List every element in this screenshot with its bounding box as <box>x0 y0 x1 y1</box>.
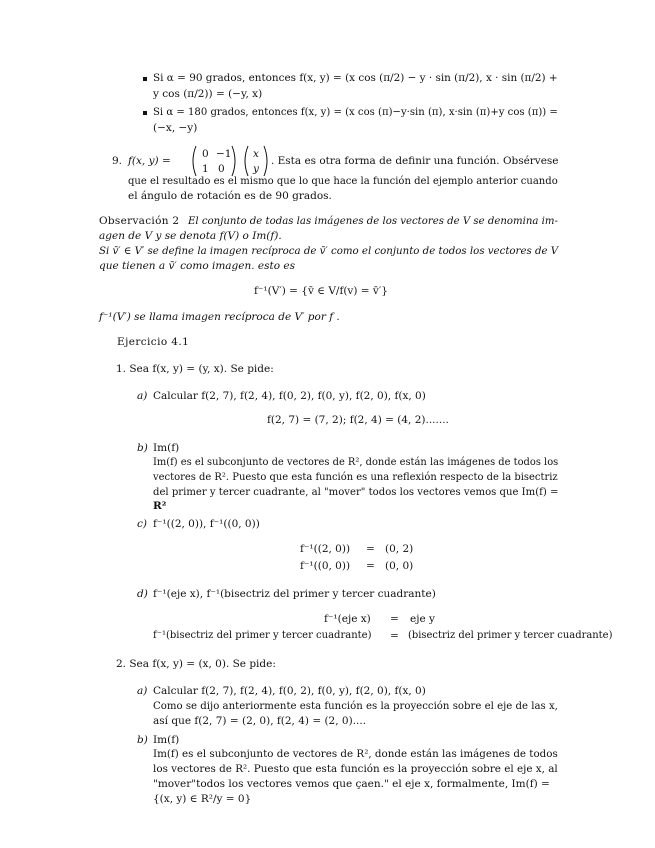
eq-sign: = <box>390 630 399 642</box>
item1b-line3: del primer y tercer cuadrante, al "mover" todos los vectores vemos que Im(f) = <box>153 486 559 498</box>
matrix-entry: 1 <box>202 163 209 175</box>
item1d-text: f⁻¹(eje x), f⁻¹(bisectriz del primer y tercer cuadrante) <box>153 588 436 600</box>
bullet-90-line1: Si α = 90 grados, entonces f(x, y) = (x cos (π/2) − y · sin (π/2), x · sin (π/2) + <box>153 72 558 84</box>
vector-entry: x <box>253 148 259 160</box>
item2a-line2: Como se dijo anteriormente esta función es la proyección sobre el eje de las x, <box>153 700 558 712</box>
item1b-line4: R² <box>153 500 167 512</box>
eq-sign: = <box>366 543 375 555</box>
exercise-item2: 2. Sea f(x, y) = (x, 0). Se pide: <box>116 658 276 670</box>
item1d-eq2-lhs: f⁻¹(bisectriz del primer y tercer cuadrante) <box>153 630 372 641</box>
subitem-label: b) <box>137 734 148 746</box>
subitem-label: d) <box>137 588 148 600</box>
eq-sign: = <box>366 560 375 572</box>
subitem-label: a) <box>137 685 148 697</box>
item1c-eq2-lhs: f⁻¹((0, 0)) <box>300 560 351 572</box>
subitem-label: a) <box>137 390 148 402</box>
exercise-item1: 1. Sea f(x, y) = (y, x). Se pide: <box>116 363 274 375</box>
item9-text1: . Esta es otra forma de definir una función. Obsérvese <box>271 155 559 167</box>
observation-closing: f⁻¹(V′) se llama imagen recíproca de V′ por f . <box>99 311 340 323</box>
item1b-line2: vectores de R². Puesto que esta función es una reflexión respecto de la bisectriz <box>153 471 558 483</box>
item1a-text: Calcular f(2, 7), f(2, 4), f(0, 2), f(0, y), f(2, 0), f(x, 0) <box>153 390 426 402</box>
rotation-matrix <box>190 145 238 177</box>
item2b-line4: {(x, y) ∈ R²/y = 0} <box>153 793 252 805</box>
item2b-title: Im(f) <box>153 734 180 746</box>
item9-text2: que el resultado es el mismo que lo que hace la función del ejemplo anterior cuando <box>128 175 558 187</box>
item1c-text: f⁻¹((2, 0)), f⁻¹((0, 0)) <box>153 518 260 530</box>
item9-lhs: f(x, y) = <box>128 155 171 167</box>
observation-line2: agen de V y se denota f(V) o Im(f). <box>99 230 282 242</box>
matrix-entry: 0 <box>218 163 225 175</box>
item2a-line3: así que f(2, 7) = (2, 0), f(2, 4) = (2, 0).... <box>153 715 367 727</box>
bullet-90-line2: y cos (π/2)) = (−y, x) <box>153 88 263 100</box>
item1d-eq1-rhs: eje y <box>410 613 435 625</box>
subitem-label: c) <box>137 518 147 530</box>
item2b-line3: "mover"todos los vectores vemos que çaen." el eje x, formalmente, Im(f) = <box>153 778 550 790</box>
eq-sign: = <box>390 613 399 625</box>
item1b-line1: Im(f) es el subconjunto de vectores de R², donde están las imágenes de todos los <box>153 456 559 468</box>
item1c-eq1-lhs: f⁻¹((2, 0)) <box>300 543 351 555</box>
matrix-entry: 0 <box>202 148 209 160</box>
item1a-result: f(2, 7) = (7, 2); f(2, 4) = (4, 2)....... <box>267 414 449 426</box>
observation-line3: Si v̄′ ∈ V′ se define la imagen recíproca de v̄′ como el conjunto de todos los vectores de V <box>99 245 559 257</box>
item2b-line2: los vectores de R². Puesto que esta función es la proyección sobre el eje x, al <box>153 763 558 775</box>
observation-line1: El conjunto de todas las imágenes de los vectores de V se denomina im- <box>188 215 558 227</box>
bullet-180-line2: (−x, −y) <box>153 122 198 134</box>
item2a-line1: Calcular f(2, 7), f(2, 4), f(0, 2), f(0, y), f(2, 0), f(x, 0) <box>153 685 426 697</box>
subitem-label: b) <box>137 442 148 454</box>
item1d-eq2-rhs: (bisectriz del primer y tercer cuadrante) <box>408 630 613 641</box>
xy-vector <box>242 145 270 177</box>
item1c-eq2-rhs: (0, 0) <box>385 560 414 572</box>
bullet-180-line1: Si α = 180 grados, entonces f(x, y) = (x cos (π)−y·sin (π), x·sin (π)+y cos (π)) = <box>153 106 558 118</box>
item1d-eq1-lhs: f⁻¹(eje x) <box>324 613 371 625</box>
item9-number: 9. <box>112 155 123 167</box>
item9-text3: el ángulo de rotación es de 90 grados. <box>128 190 332 202</box>
item1c-eq1-rhs: (0, 2) <box>385 543 414 555</box>
item1b-title: Im(f) <box>153 442 180 454</box>
preimage-formula: f⁻¹(V′) = {v̄ ∈ V/f(v) = v̄′} <box>254 285 388 297</box>
observation-line4: que tienen a v̄′ como imagen. esto es <box>99 260 296 272</box>
bullet-marker <box>143 77 147 81</box>
observation-heading: Observación 2 <box>99 215 180 227</box>
exercise-title: Ejercicio 4.1 <box>117 336 190 348</box>
matrix-entry: −1 <box>216 148 232 160</box>
vector-entry: y <box>253 163 259 175</box>
bullet-marker <box>143 111 147 115</box>
item2b-line1: Im(f) es el subconjunto de vectores de R², donde están las imágenes de todos <box>153 748 558 760</box>
